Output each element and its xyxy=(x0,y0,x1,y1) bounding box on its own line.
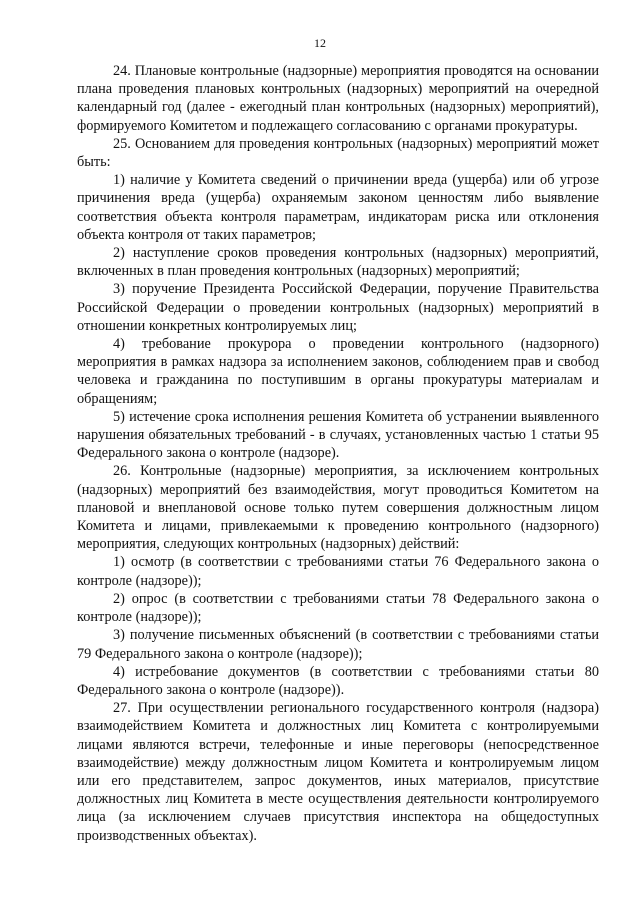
document-body xyxy=(77,62,599,845)
page-number: 12 xyxy=(314,36,326,50)
paragraph-25-item-1: 1) наличие у Комитета сведений о причинении вреда (ущерба) или об угрозе причинения вреда (ущерба) охраняемым законом ценностям либо выявление соответствия объекта контроля параметрам, индикаторам риска или отклонения объекта контроля от таких параметров; xyxy=(77,172,599,243)
paragraph-24: 24. Плановые контрольные (надзорные) мероприятия проводятся на основании плана проведения плановых контрольных (надзорных) мероприятий на очередной календарный год (далее - ежегодный план контрольных (надзорных) мероприятий), формируемого Комитетом и подлежащего согласованию с органами прокуратуры. xyxy=(77,63,599,134)
paragraph-25: 25. Основанием для проведения контрольных (надзорных) мероприятий может быть: xyxy=(77,135,599,171)
paragraph-25-item-4: 4) требование прокурора о проведении контрольного (надзорного) мероприятия в рамках надзора за исполнением законов, соблюдением прав и свобод человека и гражданина по поступившим в органы прокуратуры материалам и обращениям; xyxy=(77,336,599,407)
paragraph-27: 27. При осуществлении регионального государственного контроля (надзора) взаимодействием Комитета и должностных лиц Комитета с контролируемыми лицами являются встречи, телефонные и иные переговоры (непосредственное взаимодействие) между должностным лицом Комитета и контролируемым лицом или его представителем, запрос документов, иных материалов, присутствие должностных лиц Комитета в месте осуществления деятельности контролируемого лица (за исключением случаев присутствия инспектора на общедоступных производственных объектах). xyxy=(77,700,599,844)
paragraph-26: 26. Контрольные (надзорные) мероприятия, за исключением контрольных (надзорных) мероприятий без взаимодействия, могут проводиться Комитетом на плановой и внеплановой основе только путем совершения должностным лицом Комитета и лицами, привлекаемыми к проведению контрольного (надзорного) мероприятия, следующих контрольных (надзорных) действий: xyxy=(77,463,599,553)
paragraph-25-item-3: 3) поручение Президента Российской Федерации, поручение Правительства Российской Федерации о проведении контрольных (надзорных) мероприятий в отношении конкретных контролируемых лиц; xyxy=(77,281,599,334)
paragraph-26-item-1: 1) осмотр (в соответствии с требованиями статьи 76 Федерального закона о контроле (надзоре)); xyxy=(77,554,599,589)
paragraph-26-item-3: 3) получение письменных объяснений (в соответствии с требованиями статьи 79 Федерального закона о контроле (надзоре)); xyxy=(77,627,599,662)
paragraph-26-item-2: 2) опрос (в соответствии с требованиями статьи 78 Федерального закона о контроле (надзоре)); xyxy=(77,590,599,626)
paragraph-25-item-2: 2) наступление сроков проведения контрольных (надзорных) мероприятий, включенных в план проведения контрольных (надзорных) мероприятий; xyxy=(77,245,599,280)
paragraph-25-item-5: 5) истечение срока исполнения решения Комитета об устранении выявленного нарушения обязательных требований - в случаях, установленных частью 1 статьи 95 Федерального закона о контроле (надзоре). xyxy=(77,408,599,462)
paragraph-26-item-4: 4) истребование документов (в соответствии с требованиями статьи 80 Федерального закона о контроле (надзоре)). xyxy=(77,663,599,698)
